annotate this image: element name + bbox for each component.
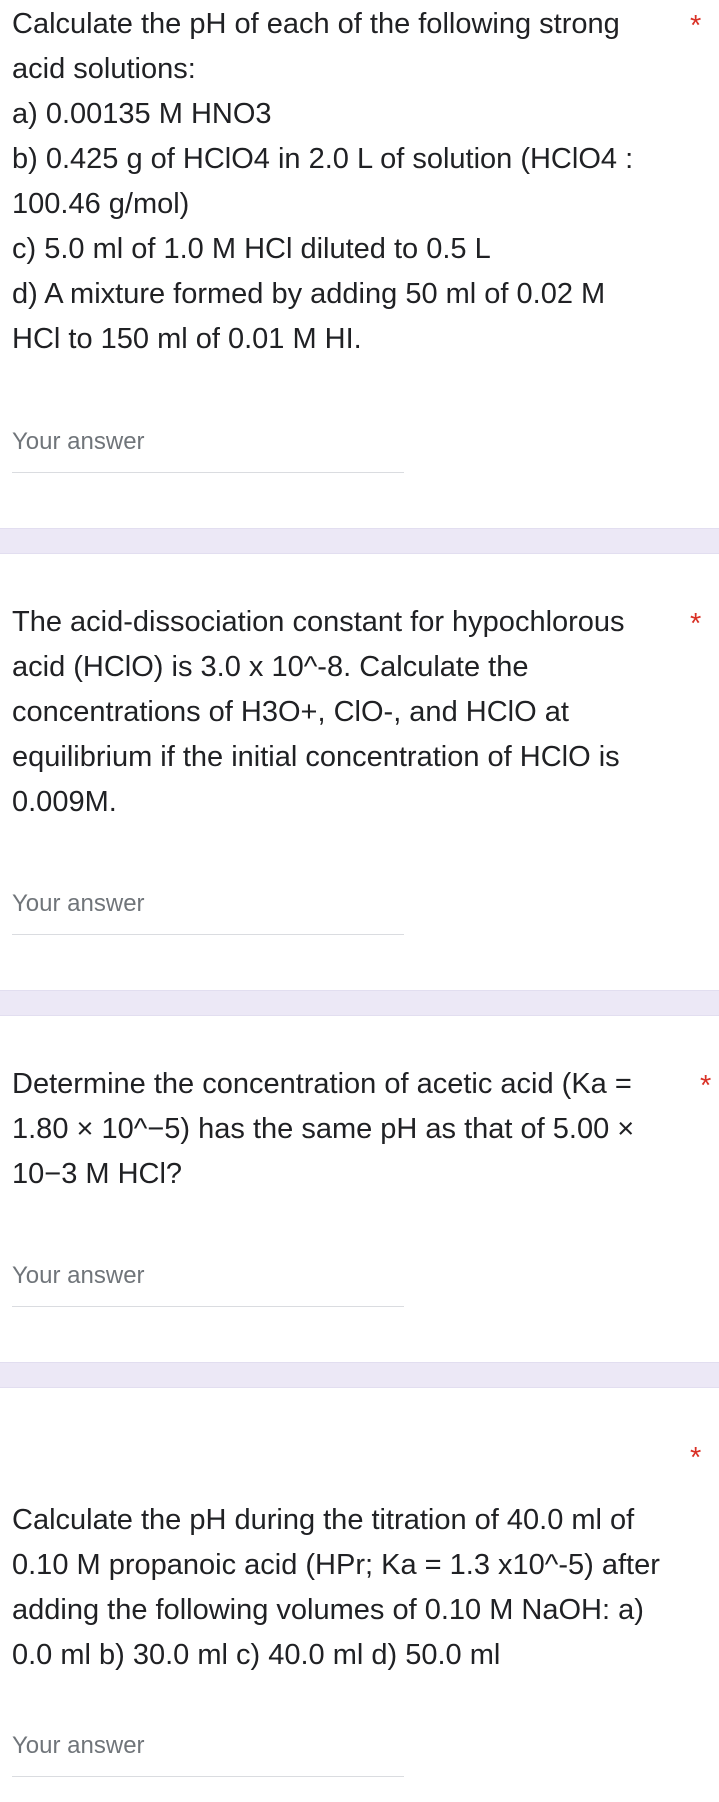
question-1-line: d) A mixture formed by adding 50 ml of 0.02 M xyxy=(12,278,606,310)
question-2-line: 0.009M. xyxy=(12,786,117,818)
question-1-line: 100.46 g/mol) xyxy=(12,188,190,220)
question-3-line: 1.80 × 10^−5) has the same pH as that of 5.00 × xyxy=(12,1113,635,1145)
question-4-text xyxy=(12,1498,687,1678)
question-2-line: acid (HClO) is 3.0 x 10^-8. Calculate the xyxy=(12,651,529,683)
question-1-line: Calculate the pH of each of the following strong xyxy=(12,8,620,40)
question-1-line: b) 0.425 g of HClO4 in 2.0 L of solution (HClO4 : xyxy=(12,143,634,175)
question-4-line: 0.0 ml b) 30.0 ml c) 40.0 ml d) 50.0 ml xyxy=(12,1639,501,1671)
question-1-line: HCl to 150 ml of 0.01 M HI. xyxy=(12,323,362,355)
question-3-line: Determine the concentration of acetic acid (Ka = xyxy=(12,1068,632,1100)
section-separator xyxy=(0,990,719,1016)
section-separator xyxy=(0,1362,719,1388)
question-4-line: adding the following volumes of 0.10 M NaOH: a) xyxy=(12,1594,644,1626)
question-1-line: acid solutions: xyxy=(12,53,196,85)
answer-input-2[interactable] xyxy=(12,886,404,935)
question-card-4 xyxy=(0,1388,719,1802)
question-3-text xyxy=(12,1062,687,1197)
question-card-3 xyxy=(0,1016,719,1362)
question-4-line: Calculate the pH during the titration of 40.0 ml of xyxy=(12,1504,635,1536)
required-asterisk-icon: * xyxy=(690,1442,702,1474)
question-card-1 xyxy=(0,0,719,528)
required-asterisk-icon: * xyxy=(690,10,702,42)
required-asterisk-icon: * xyxy=(690,608,702,640)
answer-input-3[interactable] xyxy=(12,1258,404,1307)
question-2-line: equilibrium if the initial concentration of HClO is xyxy=(12,741,620,773)
question-1-line: c) 5.0 ml of 1.0 M HCl diluted to 0.5 L xyxy=(12,233,491,265)
question-4-line: 0.10 M propanoic acid (HPr; Ka = 1.3 x10^-5) after xyxy=(12,1549,660,1581)
question-2-line: The acid-dissociation constant for hypochlorous xyxy=(12,606,625,638)
question-card-2 xyxy=(0,554,719,990)
question-2-line: concentrations of H3O+, ClO-, and HClO at xyxy=(12,696,569,728)
question-1-line: a) 0.00135 M HNO3 xyxy=(12,98,272,130)
answer-input-1[interactable] xyxy=(12,424,404,473)
section-separator xyxy=(0,528,719,554)
answer-input-4[interactable] xyxy=(12,1728,404,1777)
question-2-text xyxy=(12,600,687,825)
required-asterisk-icon: * xyxy=(700,1070,712,1102)
question-3-line: 10−3 M HCl? xyxy=(12,1158,183,1190)
question-1-text xyxy=(12,2,687,362)
